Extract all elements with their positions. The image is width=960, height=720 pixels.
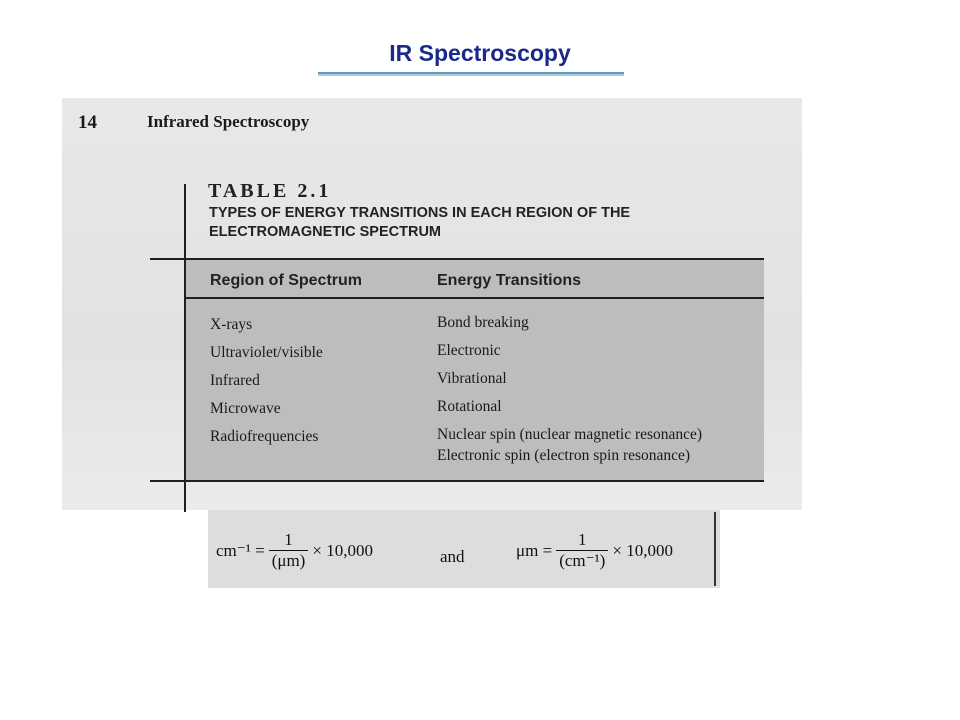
table-caption: TYPES OF ENERGY TRANSITIONS IN EACH REGION OF THE ELECTROMAGNETIC SPECTRUM <box>209 205 631 240</box>
table-bottom-rule <box>150 480 764 482</box>
formula-wavenumber <box>216 530 373 571</box>
transition-cell: Electronic <box>437 342 501 359</box>
table-header-rule <box>186 297 764 299</box>
transition-cell: Nuclear spin (nuclear magnetic resonance) <box>437 426 703 443</box>
region-cell: Microwave <box>210 400 281 417</box>
formula-tail: × 10,000 <box>312 540 373 560</box>
formula-lhs: cm⁻¹ = <box>216 540 265 560</box>
column-header-transitions: Energy Transitions <box>437 272 582 289</box>
formula-right-rule <box>714 512 716 586</box>
fraction-numerator: 1 <box>284 530 293 549</box>
formula-fraction <box>556 530 608 571</box>
transition-cell: Vibrational <box>437 370 507 387</box>
page-number: 14 <box>78 112 97 133</box>
region-cell: Ultraviolet/visible <box>210 344 323 361</box>
fraction-numerator: 1 <box>578 530 587 549</box>
fraction-denominator: (μm) <box>271 551 306 570</box>
formula-wavelength <box>516 530 673 571</box>
formula-conjunction: and <box>440 547 465 566</box>
formula-fraction <box>269 530 309 571</box>
title-underline <box>318 72 624 74</box>
region-cell: Radiofrequencies <box>210 428 319 445</box>
region-cell: X-rays <box>210 316 253 333</box>
table-top-rule <box>150 258 764 260</box>
region-cell: Infrared <box>210 372 260 389</box>
column-header-region: Region of Spectrum <box>210 272 363 289</box>
page-heading: Infrared Spectroscopy <box>147 112 310 131</box>
table-left-rule <box>184 184 186 512</box>
table-number: TABLE 2.1 <box>208 180 332 202</box>
slide-title: IR Spectroscopy <box>389 40 571 66</box>
formula-lhs: μm = <box>516 540 553 560</box>
transition-cell: Electronic spin (electron spin resonance) <box>437 447 691 464</box>
formula-tail: × 10,000 <box>612 540 673 560</box>
transition-cell: Bond breaking <box>437 314 529 331</box>
transition-cell: Rotational <box>437 398 502 415</box>
fraction-denominator: (cm⁻¹) <box>559 551 606 570</box>
